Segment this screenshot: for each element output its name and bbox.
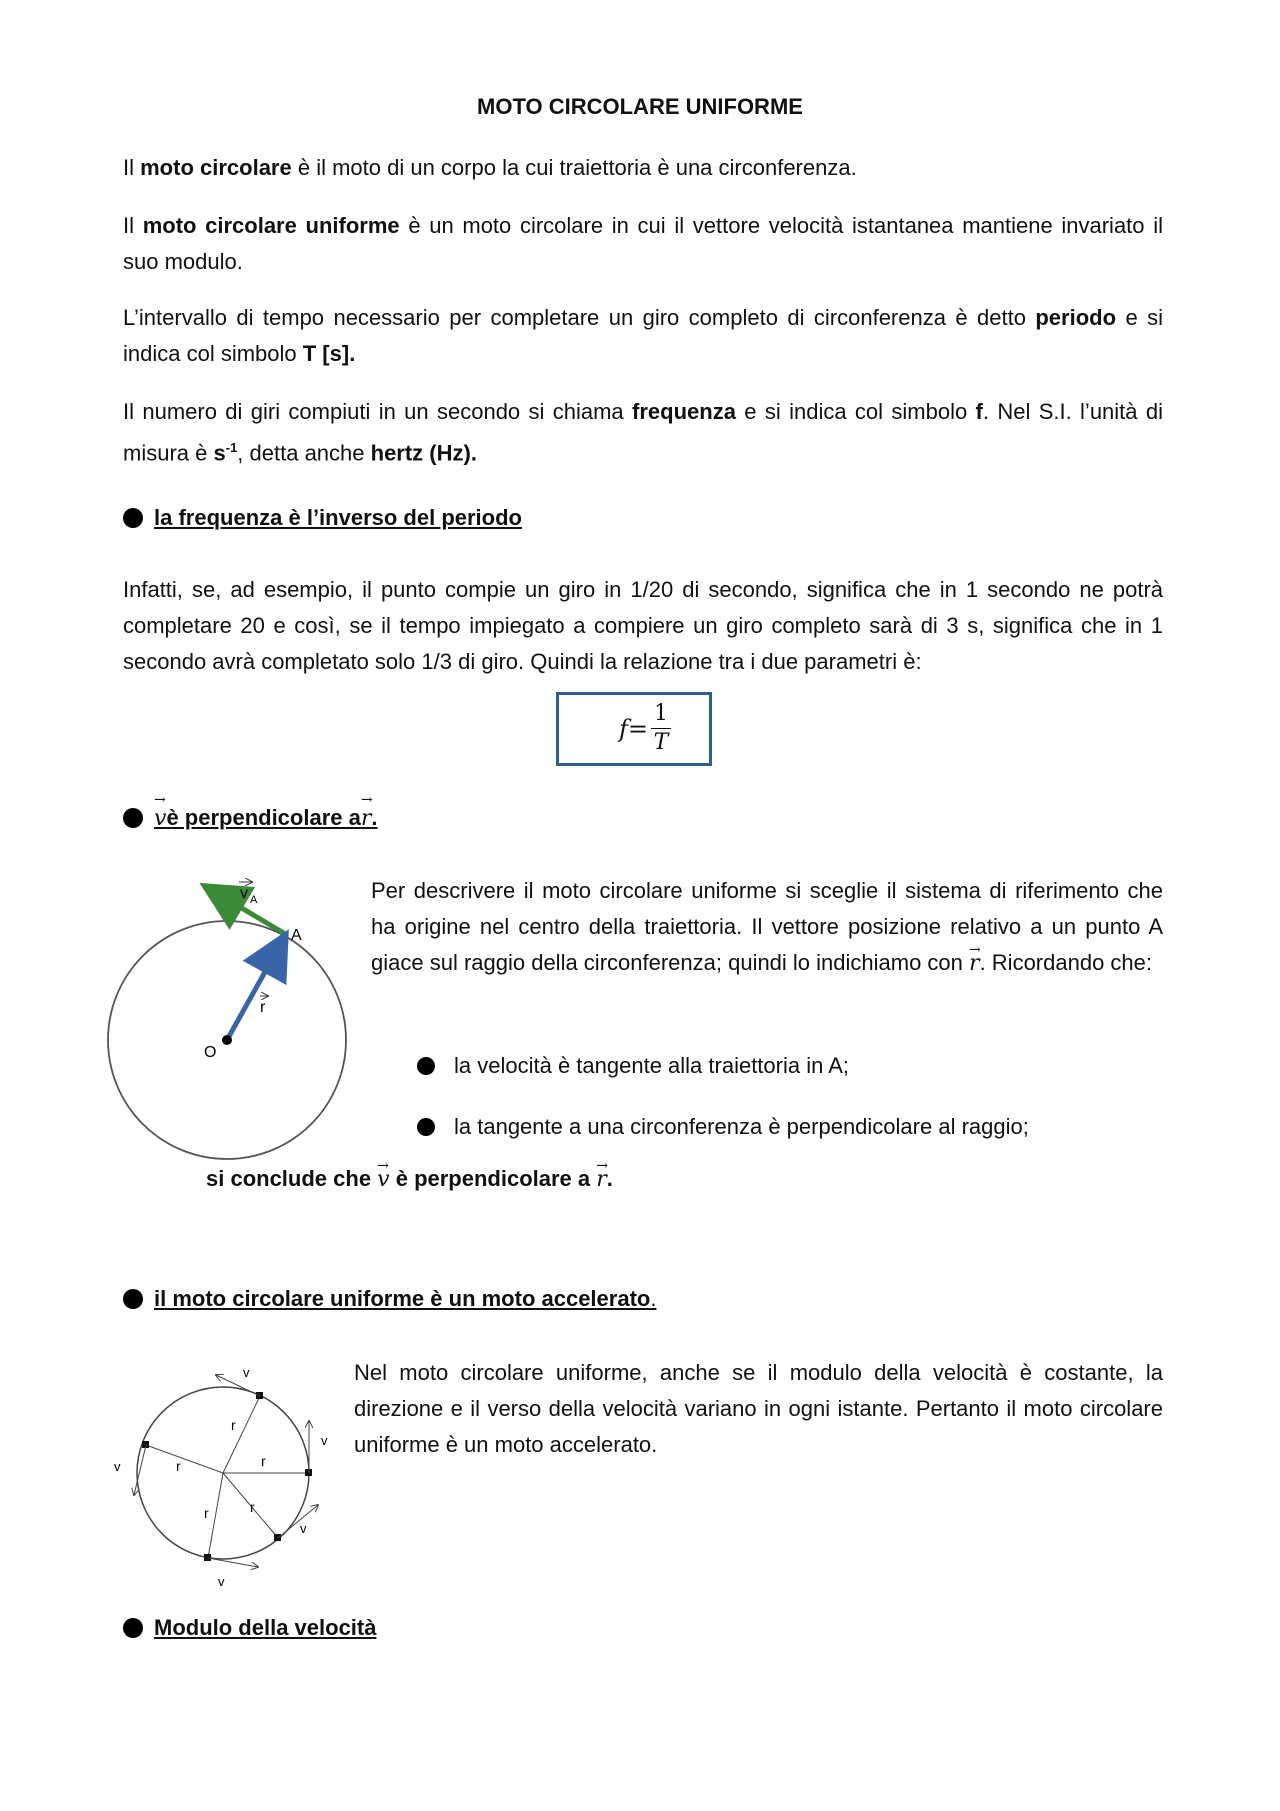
label-v: v (240, 885, 248, 902)
formula-frequency: f = $\frac{1}{T}$ (619, 700, 671, 757)
point-marker (274, 1534, 281, 1541)
bullet-frequency-inverse: la frequenza è l’inverso del periodo (123, 505, 522, 531)
vector-r-symbol: → r (596, 1162, 607, 1198)
page-title: MOTO CIRCOLARE UNIFORME (477, 94, 803, 119)
label-r: r (231, 1417, 236, 1433)
label-v: v (114, 1459, 121, 1474)
paragraph-accelerated: Nel moto circolare uniforme, anche se il modulo della velocità è costante, la direzione e il verso della velocità variano in ogni istante. Pertanto il moto circolare uniforme è un moto accelerato. (354, 1360, 1163, 1457)
paragraph-example: Infatti, se, ad esempio, il punto compie un giro in 1/20 di secondo, significa che in 1 secondo ne potrà completare 20 e così, se il tempo impiegato a compiere un giro completo sarà di 3 s, significa che in 1 secondo avrà completato solo 1/3 di giro. Quindi la relazione tra i due parametri è: (123, 577, 1163, 674)
label-v: v (243, 1365, 250, 1380)
paragraph-uniform-motion: Il moto circolare uniforme è un moto circolare in cui il vettore velocità istantanea mantiene invariato il suo modulo. (123, 213, 1163, 274)
sub-bullet-tangent: la velocità è tangente alla traiettoria in A; (417, 1053, 849, 1079)
point-marker (204, 1554, 211, 1561)
radius-line (208, 1473, 223, 1558)
bullet-dot-icon (123, 1289, 143, 1309)
bullet-velocity-modulus: Modulo della velocità (123, 1615, 376, 1641)
label-o: O (204, 1044, 217, 1061)
bullet-dot-icon (123, 808, 143, 828)
radius-line (223, 1396, 260, 1473)
label-v: v (321, 1433, 328, 1448)
tangent-arrow (216, 1375, 260, 1396)
label-v: v (300, 1521, 307, 1536)
bullet-dot-icon (417, 1118, 435, 1136)
label-r: r (204, 1505, 209, 1521)
tangent-arrow (278, 1505, 318, 1538)
radius-arrow (227, 938, 284, 1040)
label-v-sub: A (250, 894, 258, 906)
vector-v-symbol: → v (377, 1162, 389, 1198)
label-a: A (291, 927, 302, 944)
formula-box (556, 692, 712, 766)
bullet-v-perpendicular: → v è perpendicolare a → r . (123, 805, 378, 831)
tangent-arrow (208, 1558, 258, 1567)
center-point (222, 1035, 232, 1045)
bullet-dot-icon (123, 508, 143, 528)
label-r: r (250, 1499, 255, 1515)
figure-velocity-radius (100, 870, 360, 1170)
radius-line (146, 1445, 223, 1473)
label-r: r (176, 1458, 181, 1474)
bullet-dot-icon (417, 1057, 435, 1075)
vector-r-symbol: → r (361, 806, 372, 831)
paragraph-frequency: Il numero di giri compiuti in un secondo si chiama frequenza e si indica col simbolo f. Nel S.I. l’unità di misura è $s^{-1}$, detta anche hertz (Hz). (123, 399, 1163, 466)
sub-bullet-perpendicular: la tangente a una circonferenza è perpendicolare al raggio; (417, 1114, 1029, 1140)
fraction: $\frac{1}{T}$ (651, 700, 671, 757)
bullet-accelerated-motion: il moto circolare uniforme è un moto accelerato . (123, 1286, 656, 1312)
label-r: r (261, 1453, 266, 1469)
vector-r-symbol: → r (969, 946, 980, 982)
paragraph-definition: Il moto circolare è il moto di un corpo la cui traiettoria è una circonferenza. (123, 155, 857, 180)
bullet-dot-icon (123, 1618, 143, 1638)
label-v: v (218, 1574, 225, 1589)
label-r: r (260, 999, 266, 1016)
paragraph-period: L’intervallo di tempo necessario per completare un giro completo di circonferenza è detto periodo e si indica col simbolo T [s]. (123, 305, 1163, 366)
figure-changing-velocity (108, 1355, 348, 1595)
paragraph-reference-system: Per descrivere il moto circolare uniforme si sceglie il sistema di riferimento che ha origine nel centro della traiettoria. Il vettore posizione relativo a un punto A giace sul raggio della circonferenza; quindi lo indichiamo con → r. Ricordando che: (371, 873, 1163, 982)
vector-v-symbol: → v (154, 806, 166, 831)
conclusion: si conclude che → v è perpendicolare a → r. (206, 1161, 906, 1198)
